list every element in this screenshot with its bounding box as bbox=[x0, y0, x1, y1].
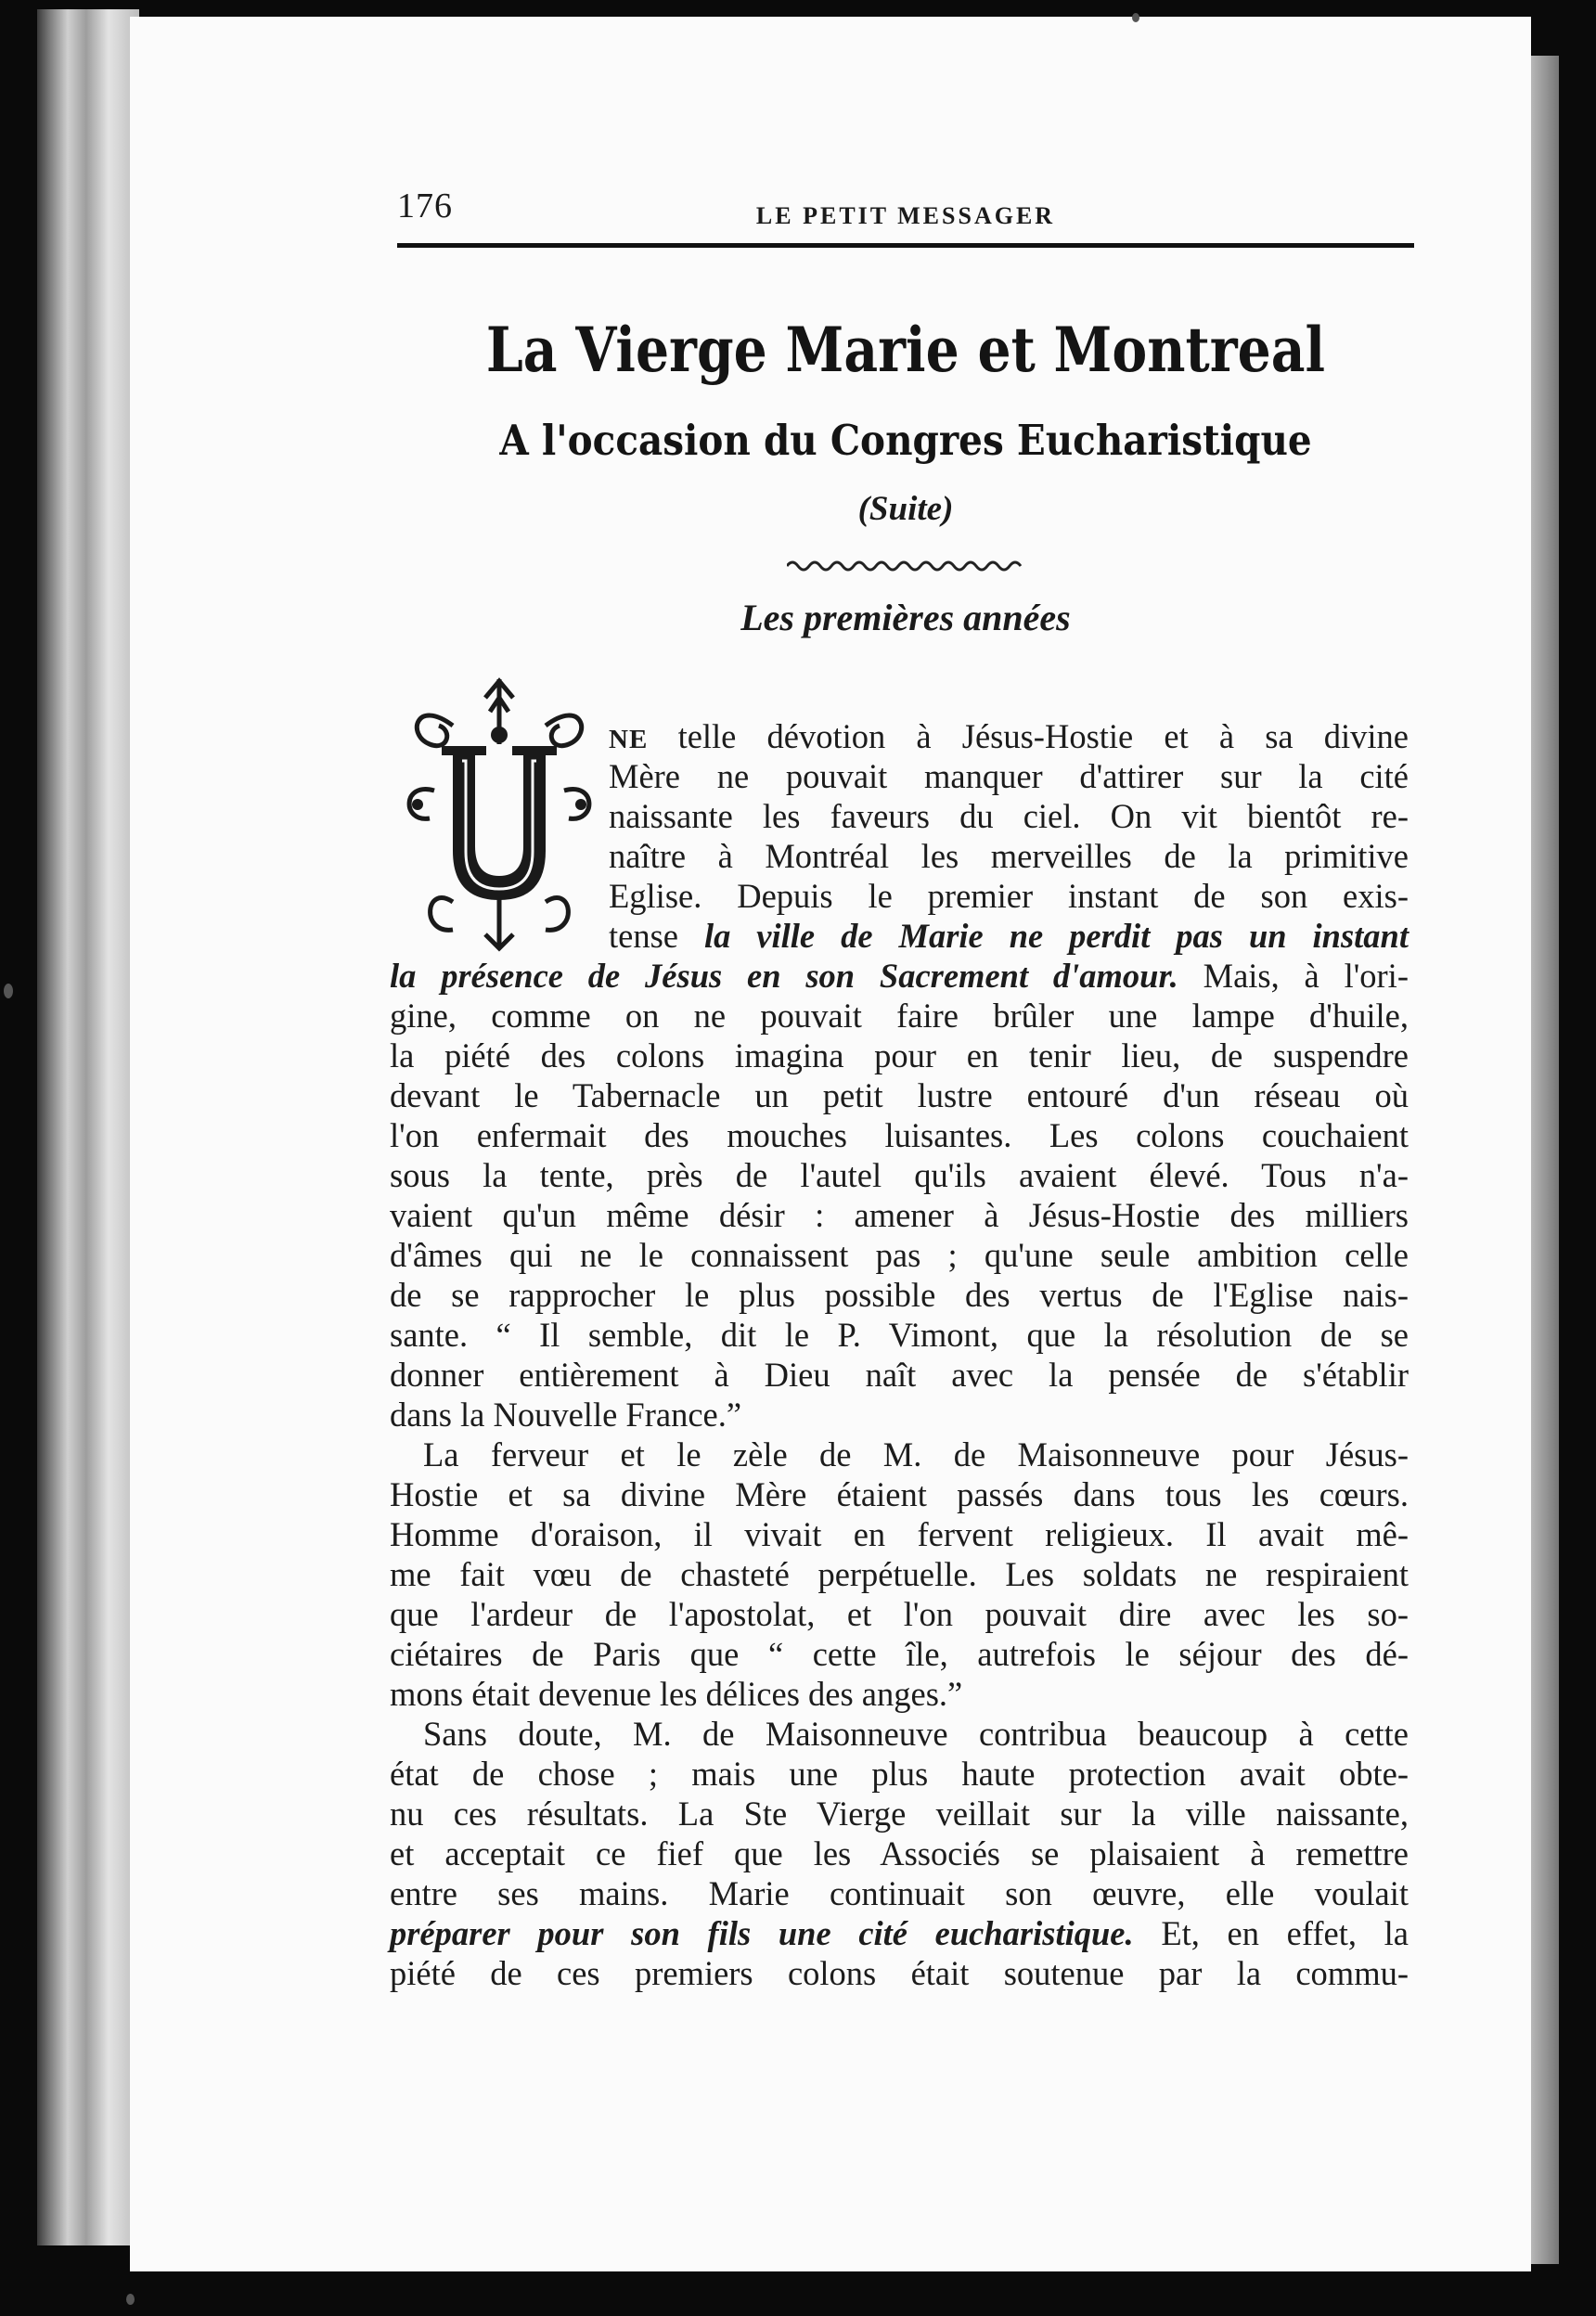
text-line bbox=[390, 1316, 1409, 1354]
text-line bbox=[609, 877, 1409, 915]
page-number: 176 bbox=[397, 187, 453, 225]
text-line bbox=[609, 757, 1409, 795]
text-line bbox=[390, 1116, 1409, 1154]
text-line bbox=[390, 1635, 1409, 1673]
text-run: Et, en effet, la bbox=[1133, 1914, 1409, 1952]
italic-emphasis: la présence de Jésus en son Sacrement d'amour. bbox=[390, 957, 1178, 995]
text-line bbox=[390, 1675, 1409, 1713]
text-run: nu ces résultats. La Ste Vierge veillait sur la ville naissante, bbox=[390, 1795, 1409, 1833]
text-line bbox=[390, 1797, 1409, 1832]
text-line bbox=[390, 1435, 1409, 1473]
article-title: La Vierge Marie et Montreal bbox=[485, 314, 1326, 386]
text-run: de se rapprocher le plus possible des vertus de l'Eglise nais- bbox=[390, 1276, 1409, 1314]
text-run: la piété des colons imagina pour en tenir lieu, de suspendre bbox=[390, 1036, 1409, 1074]
text-run: Mais, à l'ori- bbox=[1178, 957, 1409, 995]
text-run: me fait vœu de chasteté perpétuelle. Les soldats ne respiraient bbox=[390, 1555, 1409, 1593]
text-run: ciétaires de Paris que “ cette île, autrefois le séjour des dé- bbox=[390, 1635, 1409, 1673]
running-title: LE PETIT MESSAGER bbox=[755, 202, 1056, 229]
text-line bbox=[390, 959, 1409, 994]
text-run: La ferveur et le zèle de M. de Maisonneuve pour Jésus- bbox=[423, 1435, 1409, 1473]
ornate-dropcap-u bbox=[397, 670, 601, 953]
text-line bbox=[390, 1834, 1409, 1872]
text-run: devant le Tabernacle un petit lustre entouré d'un réseau où bbox=[390, 1076, 1409, 1114]
scan-speck bbox=[1132, 13, 1139, 22]
text-run: naître à Montréal les merveilles de la primitive bbox=[609, 837, 1409, 875]
text-run: Mère ne pouvait manquer d'attirer sur la cité bbox=[609, 757, 1409, 795]
text-line bbox=[390, 1156, 1409, 1194]
text-run: Eglise. Depuis le premier instant de son exis- bbox=[609, 877, 1409, 915]
text-line bbox=[390, 1595, 1409, 1633]
text-run: et acceptait ce fief que les Associés se plaisaient à remettre bbox=[390, 1834, 1409, 1872]
text-line bbox=[390, 1358, 1409, 1393]
text-run: Sans doute, M. de Maisonneuve contribua beaucoup à cette bbox=[423, 1715, 1409, 1753]
text-line bbox=[390, 1196, 1409, 1234]
text-line bbox=[390, 1076, 1409, 1114]
text-run: entre ses mains. Marie continuait son œuvre, elle voulait bbox=[390, 1874, 1409, 1912]
scan-speck bbox=[4, 984, 13, 998]
text-run: l'on enfermait des mouches luisantes. Les colons couchaient bbox=[390, 1116, 1409, 1154]
text-run: d'âmes qui ne le connaissent pas ; qu'une seule ambition celle bbox=[390, 1236, 1409, 1274]
text-run: vaient qu'un même désir : amener à Jésus-Hostie des milliers bbox=[390, 1196, 1409, 1234]
article-subtitle: A l'occasion du Congres Eucharistique bbox=[499, 416, 1312, 465]
text-line bbox=[390, 1954, 1409, 1992]
text-line bbox=[390, 1475, 1409, 1513]
text-run: tense bbox=[609, 917, 704, 955]
text-run: Hostie et sa divine Mère étaient passés dans tous les cœurs. bbox=[390, 1475, 1409, 1513]
wavy-ornament-divider bbox=[787, 555, 1024, 573]
italic-emphasis: la ville de Marie ne perdit pas un instant bbox=[703, 917, 1409, 955]
text-run: mons était devenue les délices des anges.” bbox=[390, 1675, 963, 1713]
text-line bbox=[390, 1914, 1409, 1952]
text-line bbox=[609, 837, 1409, 875]
continuation-note: (Suite) bbox=[857, 490, 954, 528]
text-run: donner entièrement à Dieu naît avec la pensée de s'établir bbox=[390, 1356, 1409, 1394]
text-run: Homme d'oraison, il vivait en fervent religieux. Il avait mê- bbox=[390, 1515, 1409, 1553]
text-run: piété de ces premiers colons était soutenue par la commu- bbox=[390, 1954, 1409, 1992]
header-rule bbox=[397, 243, 1414, 248]
italic-emphasis: préparer pour son fils une cité eucharistique. bbox=[390, 1914, 1134, 1952]
text-line bbox=[390, 1236, 1409, 1274]
scan-speck bbox=[126, 2294, 135, 2305]
text-run: sous la tente, près de l'autel qu'ils avaient élevé. Tous n'a- bbox=[390, 1156, 1409, 1194]
text-line bbox=[609, 797, 1409, 835]
text-line bbox=[390, 1036, 1409, 1074]
text-line bbox=[390, 1515, 1409, 1553]
text-run: naissante les faveurs du ciel. On vit bientôt re- bbox=[609, 797, 1409, 835]
text-line bbox=[390, 1757, 1409, 1792]
text-run: sante. “ Il semble, dit le P. Vimont, que la résolution de se bbox=[390, 1316, 1409, 1354]
text-line bbox=[390, 999, 1409, 1034]
section-heading: Les premières années bbox=[740, 597, 1071, 638]
text-run: dans la Nouvelle France.” bbox=[390, 1396, 742, 1434]
text-line bbox=[390, 1276, 1409, 1314]
running-header bbox=[397, 186, 1414, 241]
text-run: telle dévotion à Jésus-Hostie et à sa divine bbox=[677, 717, 1409, 755]
text-line bbox=[609, 717, 1409, 755]
text-line bbox=[390, 1715, 1409, 1753]
text-line bbox=[609, 917, 1409, 955]
text-run: gine, comme on ne pouvait faire brûler une lampe d'huile, bbox=[390, 997, 1409, 1035]
text-line bbox=[390, 1874, 1409, 1912]
text-run: que l'ardeur de l'apostolat, et l'on pouvait dire avec les so- bbox=[390, 1595, 1409, 1633]
text-line bbox=[390, 1555, 1409, 1593]
book-edge bbox=[37, 9, 139, 2245]
text-line bbox=[390, 1398, 1409, 1433]
small-caps-lead: NE bbox=[609, 725, 678, 754]
text-run: état de chose ; mais une plus haute protection avait obte- bbox=[390, 1755, 1409, 1793]
